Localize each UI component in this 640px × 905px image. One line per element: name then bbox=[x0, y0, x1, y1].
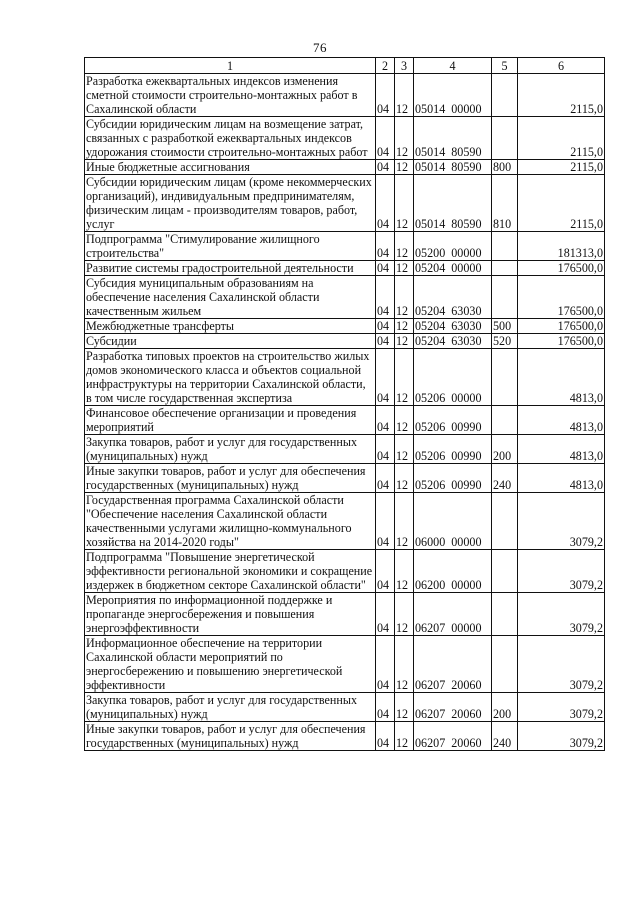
row-name-cell: Субсидия муниципальным образованиям на обеспечение населения Сахалинской области качественным жильем bbox=[85, 276, 376, 319]
row-name-cell: Иные закупки товаров, работ и услуг для обеспечения государственных (муниципальных) нужд bbox=[85, 722, 376, 751]
row-target-code-cell: 06207 00000 bbox=[414, 593, 492, 636]
row-name-cell: Финансовое обеспечение организации и проведения мероприятий bbox=[85, 406, 376, 435]
row-expense-type-cell: 200 bbox=[492, 693, 518, 722]
row-target-code-cell: 06200 00000 bbox=[414, 550, 492, 593]
row-expense-type-cell bbox=[492, 493, 518, 550]
row-amount-cell: 2115,0 bbox=[518, 74, 605, 117]
row-section-cell: 04 bbox=[376, 406, 395, 435]
row-expense-type-cell: 200 bbox=[492, 435, 518, 464]
table-row bbox=[85, 349, 605, 406]
row-expense-type-cell: 240 bbox=[492, 722, 518, 751]
row-subsection-cell: 12 bbox=[395, 464, 414, 493]
row-subsection-cell: 12 bbox=[395, 319, 414, 334]
row-amount-cell: 4813,0 bbox=[518, 435, 605, 464]
row-name-cell: Разработка типовых проектов на строительство жилых домов экономического класса и объектов социальной инфраструктуры на территории Сахалинской области, в том числе государственная экспертиза bbox=[85, 349, 376, 406]
table-row bbox=[85, 232, 605, 261]
row-name-cell: Информационное обеспечение на территории Сахалинской области мероприятий по энергосбережению и повышению энергетической эффективности bbox=[85, 636, 376, 693]
row-section-cell: 04 bbox=[376, 160, 395, 175]
row-amount-cell: 4813,0 bbox=[518, 406, 605, 435]
row-name-cell: Закупка товаров, работ и услуг для государственных (муниципальных) нужд bbox=[85, 693, 376, 722]
budget-table-body bbox=[85, 74, 605, 751]
table-row bbox=[85, 175, 605, 232]
row-section-cell: 04 bbox=[376, 693, 395, 722]
row-section-cell: 04 bbox=[376, 435, 395, 464]
row-amount-cell: 3079,2 bbox=[518, 722, 605, 751]
row-expense-type-cell bbox=[492, 117, 518, 160]
row-name-cell: Государственная программа Сахалинской области "Обеспечение населения Сахалинской области качественными услугами жилищно-коммунального хозяйства на 2014-2020 годы" bbox=[85, 493, 376, 550]
row-section-cell: 04 bbox=[376, 493, 395, 550]
row-target-code-cell: 06207 20060 bbox=[414, 636, 492, 693]
table-row bbox=[85, 464, 605, 493]
row-subsection-cell: 12 bbox=[395, 636, 414, 693]
row-amount-cell: 3079,2 bbox=[518, 493, 605, 550]
row-amount-cell: 2115,0 bbox=[518, 160, 605, 175]
row-target-code-cell: 05200 00000 bbox=[414, 232, 492, 261]
row-target-code-cell: 05206 00990 bbox=[414, 435, 492, 464]
row-target-code-cell: 05014 80590 bbox=[414, 175, 492, 232]
row-subsection-cell: 12 bbox=[395, 593, 414, 636]
budget-table-header bbox=[85, 58, 605, 74]
row-expense-type-cell bbox=[492, 593, 518, 636]
row-amount-cell: 3079,2 bbox=[518, 636, 605, 693]
row-section-cell: 04 bbox=[376, 319, 395, 334]
row-target-code-cell: 05014 80590 bbox=[414, 160, 492, 175]
row-target-code-cell: 05206 00000 bbox=[414, 349, 492, 406]
row-subsection-cell: 12 bbox=[395, 349, 414, 406]
row-amount-cell: 176500,0 bbox=[518, 319, 605, 334]
table-row bbox=[85, 636, 605, 693]
row-amount-cell: 3079,2 bbox=[518, 593, 605, 636]
row-amount-cell: 3079,2 bbox=[518, 550, 605, 593]
row-expense-type-cell bbox=[492, 232, 518, 261]
row-section-cell: 04 bbox=[376, 334, 395, 349]
row-subsection-cell: 12 bbox=[395, 406, 414, 435]
row-expense-type-cell bbox=[492, 406, 518, 435]
header-col-2: 2 bbox=[376, 58, 395, 74]
row-target-code-cell: 06207 20060 bbox=[414, 693, 492, 722]
row-name-cell: Подпрограмма "Стимулирование жилищного строительства" bbox=[85, 232, 376, 261]
row-subsection-cell: 12 bbox=[395, 435, 414, 464]
row-subsection-cell: 12 bbox=[395, 261, 414, 276]
row-target-code-cell: 05014 00000 bbox=[414, 74, 492, 117]
row-name-cell: Разработка ежеквартальных индексов изменения сметной стоимости строительно-монтажных работ в Сахалинской области bbox=[85, 74, 376, 117]
row-amount-cell: 4813,0 bbox=[518, 349, 605, 406]
row-name-cell: Иные бюджетные ассигнования bbox=[85, 160, 376, 175]
table-row bbox=[85, 276, 605, 319]
row-section-cell: 04 bbox=[376, 276, 395, 319]
row-name-cell: Иные закупки товаров, работ и услуг для обеспечения государственных (муниципальных) нужд bbox=[85, 464, 376, 493]
row-subsection-cell: 12 bbox=[395, 334, 414, 349]
row-target-code-cell: 05014 80590 bbox=[414, 117, 492, 160]
row-target-code-cell: 05204 63030 bbox=[414, 319, 492, 334]
budget-table bbox=[84, 57, 605, 751]
row-target-code-cell: 05204 00000 bbox=[414, 261, 492, 276]
row-section-cell: 04 bbox=[376, 464, 395, 493]
row-target-code-cell: 06207 20060 bbox=[414, 722, 492, 751]
row-name-cell: Мероприятия по информационной поддержке и пропаганде энергосбережения и повышения энергоэффективности bbox=[85, 593, 376, 636]
row-amount-cell: 176500,0 bbox=[518, 276, 605, 319]
row-subsection-cell: 12 bbox=[395, 74, 414, 117]
row-name-cell: Межбюджетные трансферты bbox=[85, 319, 376, 334]
row-expense-type-cell: 520 bbox=[492, 334, 518, 349]
row-amount-cell: 176500,0 bbox=[518, 334, 605, 349]
row-name-cell: Субсидии bbox=[85, 334, 376, 349]
row-target-code-cell: 06000 00000 bbox=[414, 493, 492, 550]
row-amount-cell: 3079,2 bbox=[518, 693, 605, 722]
row-amount-cell: 4813,0 bbox=[518, 464, 605, 493]
row-section-cell: 04 bbox=[376, 232, 395, 261]
row-expense-type-cell: 240 bbox=[492, 464, 518, 493]
row-section-cell: 04 bbox=[376, 349, 395, 406]
header-col-1: 1 bbox=[85, 58, 376, 74]
row-name-cell: Развитие системы градостроительной деятельности bbox=[85, 261, 376, 276]
row-section-cell: 04 bbox=[376, 722, 395, 751]
table-row bbox=[85, 550, 605, 593]
row-subsection-cell: 12 bbox=[395, 493, 414, 550]
table-row bbox=[85, 435, 605, 464]
table-row bbox=[85, 74, 605, 117]
row-section-cell: 04 bbox=[376, 636, 395, 693]
row-expense-type-cell bbox=[492, 276, 518, 319]
header-col-3: 3 bbox=[395, 58, 414, 74]
table-row bbox=[85, 722, 605, 751]
row-expense-type-cell bbox=[492, 74, 518, 117]
row-subsection-cell: 12 bbox=[395, 722, 414, 751]
row-section-cell: 04 bbox=[376, 550, 395, 593]
row-subsection-cell: 12 bbox=[395, 160, 414, 175]
table-row bbox=[85, 160, 605, 175]
table-row bbox=[85, 406, 605, 435]
row-expense-type-cell: 500 bbox=[492, 319, 518, 334]
row-subsection-cell: 12 bbox=[395, 550, 414, 593]
row-section-cell: 04 bbox=[376, 593, 395, 636]
row-name-cell: Субсидии юридическим лицам (кроме некоммерческих организаций), индивидуальным предпринимателям, физическим лицам - производителям товаров, работ, услуг bbox=[85, 175, 376, 232]
row-target-code-cell: 05206 00990 bbox=[414, 464, 492, 493]
row-target-code-cell: 05206 00990 bbox=[414, 406, 492, 435]
header-col-4: 4 bbox=[414, 58, 492, 74]
row-section-cell: 04 bbox=[376, 117, 395, 160]
row-subsection-cell: 12 bbox=[395, 276, 414, 319]
header-col-6: 6 bbox=[518, 58, 605, 74]
page-number: 76 bbox=[313, 40, 327, 55]
row-expense-type-cell bbox=[492, 550, 518, 593]
row-name-cell: Подпрограмма "Повышение энергетической эффективности региональной экономики и сокращение издержек в бюджетном секторе Сахалинской области" bbox=[85, 550, 376, 593]
row-expense-type-cell bbox=[492, 636, 518, 693]
row-subsection-cell: 12 bbox=[395, 175, 414, 232]
row-name-cell: Субсидии юридическим лицам на возмещение затрат, связанных с разработкой ежеквартальных индексов удорожания стоимости строительно-монтажных работ bbox=[85, 117, 376, 160]
table-row bbox=[85, 117, 605, 160]
row-expense-type-cell: 810 bbox=[492, 175, 518, 232]
row-subsection-cell: 12 bbox=[395, 693, 414, 722]
row-section-cell: 04 bbox=[376, 261, 395, 276]
table-row bbox=[85, 493, 605, 550]
row-amount-cell: 2115,0 bbox=[518, 175, 605, 232]
row-section-cell: 04 bbox=[376, 175, 395, 232]
row-section-cell: 04 bbox=[376, 74, 395, 117]
table-row bbox=[85, 261, 605, 276]
row-expense-type-cell: 800 bbox=[492, 160, 518, 175]
row-amount-cell: 2115,0 bbox=[518, 117, 605, 160]
header-col-5: 5 bbox=[492, 58, 518, 74]
row-amount-cell: 181313,0 bbox=[518, 232, 605, 261]
table-row bbox=[85, 693, 605, 722]
row-target-code-cell: 05204 63030 bbox=[414, 276, 492, 319]
row-expense-type-cell bbox=[492, 261, 518, 276]
table-row bbox=[85, 593, 605, 636]
row-name-cell: Закупка товаров, работ и услуг для государственных (муниципальных) нужд bbox=[85, 435, 376, 464]
row-subsection-cell: 12 bbox=[395, 232, 414, 261]
row-subsection-cell: 12 bbox=[395, 117, 414, 160]
table-row bbox=[85, 334, 605, 349]
row-target-code-cell: 05204 63030 bbox=[414, 334, 492, 349]
header-row bbox=[85, 58, 605, 74]
row-expense-type-cell bbox=[492, 349, 518, 406]
table-row bbox=[85, 319, 605, 334]
row-amount-cell: 176500,0 bbox=[518, 261, 605, 276]
